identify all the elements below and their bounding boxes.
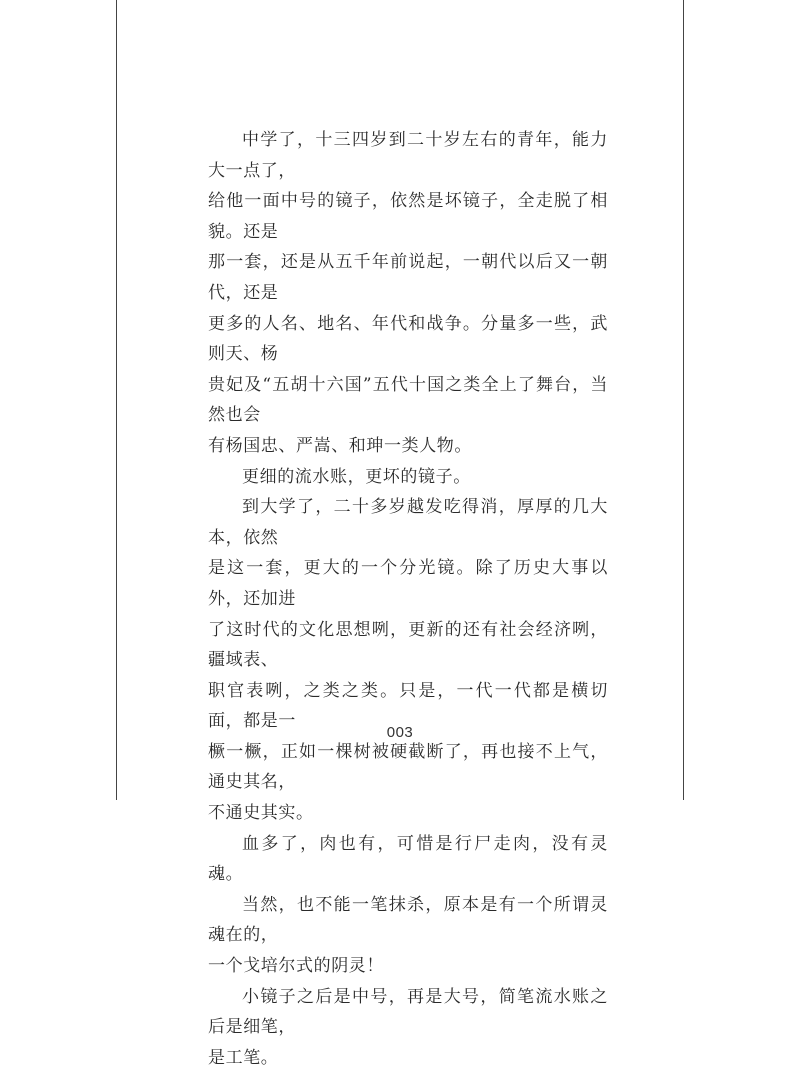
page-number: 003 (386, 724, 414, 741)
text-body (208, 125, 608, 1073)
paragraph: 更细的流水账，更坏的镜子。 (242, 466, 471, 487)
paragraph: 中学了，十三四岁到二十岁左右的青年，能力大一点了， 给他一面中号的镜子，依然是坏镜子，全走脱了相貌。还是 那一套，还是从五千年前说起，一朝代以后又一朝代，还是 更多的人名、地名、年代和战争。分量多一些，武则天、杨 贵妃及“五胡十六国”五代十国之类全上了舞台，当然也会 有杨国忠、严嵩、和珅一类人物。 (208, 130, 608, 456)
paragraph: 当然，也不能一笔抹杀，原本是有一个所谓灵魂在的， 一个戈培尔式的阴灵！ (208, 894, 608, 977)
paragraph: 小镜子之后是中号，再是大号，简笔流水账之后是细笔， 是工笔。 (208, 986, 608, 1068)
paragraph: 血多了，肉也有，可惜是行尸走肉，没有灵魂。 (208, 833, 608, 885)
paragraph: 到大学了，二十多岁越发吃得消，厚厚的几大本，依然 是这一套，更大的一个分光镜。除了历史大事以外，还加进 了这时代的文化思想咧，更新的还有社会经济咧，疆域表、 职官表咧，之类之类。只是，一代一代都是横切面，都是一 橛一橛，正如一棵树被硬截断了，再也接不上气，通史其名， 不通史其实。 (208, 497, 608, 824)
